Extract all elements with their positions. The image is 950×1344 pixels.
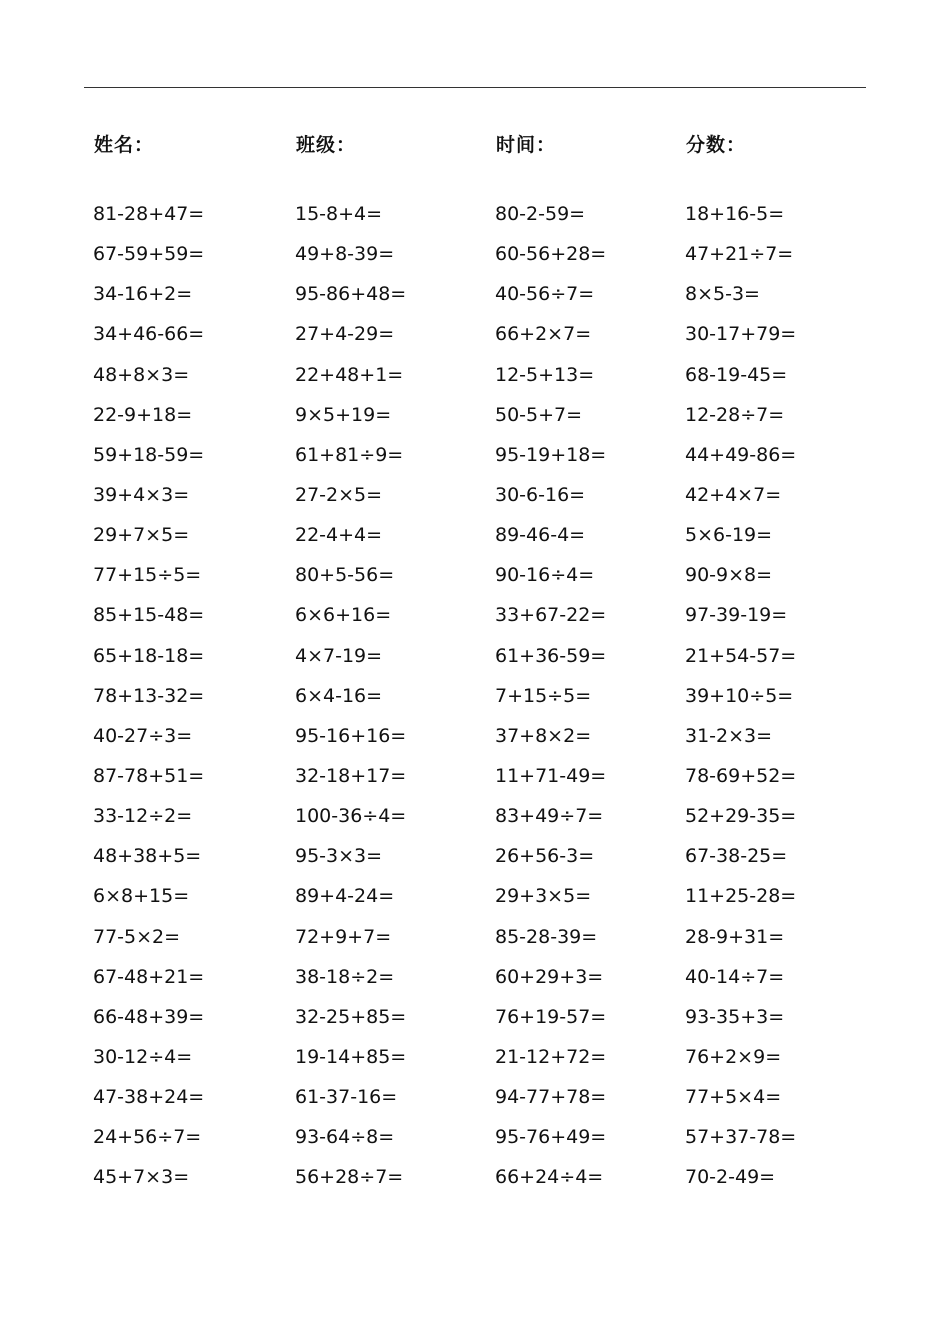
math-problem: 66-48+39= [93,1005,205,1028]
math-problem: 76+2×9= [685,1045,782,1068]
math-problem: 93-64÷8= [295,1126,395,1149]
math-problem: 83+49÷7= [495,805,604,828]
math-problem: 30-17+79= [685,323,797,346]
math-problem: 40-27÷3= [93,724,193,747]
math-problem: 57+37-78= [685,1126,797,1149]
math-problem: 81-28+47= [93,203,205,225]
math-problem: 30-12÷4= [93,1045,193,1068]
math-problem: 52+29-35= [685,805,797,828]
math-problem: 67-48+21= [93,965,205,988]
math-problem: 6×4-16= [295,684,383,707]
math-problem: 18+16-5= [685,203,785,225]
math-problem: 78+13-32= [93,684,205,707]
top-rule [84,87,866,88]
math-problem: 48+8×3= [93,363,190,386]
math-problem: 26+56-3= [495,845,595,868]
math-problem: 48+38+5= [93,845,202,868]
math-problem: 93-35+3= [685,1005,785,1028]
math-problem: 40-56÷7= [495,283,595,306]
math-problem: 39+10÷5= [685,684,794,707]
math-problem: 78-69+52= [685,764,797,787]
math-problem: 67-59+59= [93,243,205,266]
math-problem: 33+67-22= [495,604,607,627]
math-problem: 31-2×3= [685,724,773,747]
math-problem: 90-16÷4= [495,564,595,587]
math-problem: 11+25-28= [685,885,797,908]
problem-column-4 [685,200,796,1204]
math-problem: 49+8-39= [295,243,395,266]
math-problem: 29+3×5= [495,885,592,908]
math-problem: 67-38-25= [685,845,788,868]
math-problem: 68-19-45= [685,363,788,386]
math-problem: 95-86+48= [295,283,407,306]
problem-column-1 [93,200,204,1204]
math-problem: 87-78+51= [93,764,205,787]
time-label: 时间： [496,134,557,156]
name-label: 姓名： [94,134,155,156]
math-problem: 44+49-86= [685,443,797,466]
math-problem: 4×7-19= [295,644,383,667]
problem-column-3 [495,200,606,1204]
math-problem: 89+4-24= [295,885,395,908]
math-problem: 77-5×2= [93,925,181,948]
math-problem: 60-56+28= [495,243,607,266]
math-problem: 34+46-66= [93,323,205,346]
math-problem: 22+48+1= [295,363,404,386]
math-problem: 76+19-57= [495,1005,607,1028]
math-problem: 6×8+15= [93,885,190,908]
problem-column-2 [295,200,406,1204]
math-problem: 85-28-39= [495,925,598,948]
math-problem: 8×5-3= [685,283,760,306]
math-problem: 56+28÷7= [295,1166,404,1189]
math-problem: 37+8×2= [495,724,592,747]
class-label: 班级： [296,134,357,156]
math-problem: 39+4×3= [93,483,190,506]
math-problem: 27+4-29= [295,323,395,346]
math-problem: 12-28÷7= [685,403,785,426]
math-problem: 33-12÷2= [93,805,193,828]
math-problem: 95-3×3= [295,845,383,868]
math-problem: 72+9+7= [295,925,392,948]
math-problem: 89-46-4= [495,524,586,547]
score-label: 分数： [686,134,747,156]
math-problem: 97-39-19= [685,604,788,627]
math-problem: 27-2×5= [295,483,383,506]
math-problem: 90-9×8= [685,564,773,587]
math-problem: 47-38+24= [93,1086,205,1109]
math-problem: 6×6+16= [295,604,392,627]
math-problem: 66+24÷4= [495,1166,604,1189]
math-problem: 42+4×7= [685,483,782,506]
math-problem: 9×5+19= [295,403,392,426]
math-problem: 95-16+16= [295,724,407,747]
math-problem: 22-9+18= [93,403,193,426]
math-problem: 21-12+72= [495,1045,607,1068]
math-problem: 94-77+78= [495,1086,607,1109]
math-problem: 12-5+13= [495,363,595,386]
math-problem: 100-36÷4= [295,805,407,828]
math-problem: 24+56÷7= [93,1126,202,1149]
math-problem: 47+21÷7= [685,243,794,266]
math-problem: 45+7×3= [93,1166,190,1189]
math-problem: 80+5-56= [295,564,395,587]
math-problem: 28-9+31= [685,925,785,948]
math-problem: 61+36-59= [495,644,607,667]
math-problem: 29+7×5= [93,524,190,547]
math-problem: 60+29+3= [495,965,604,988]
math-problem: 40-14÷7= [685,965,785,988]
math-problem: 15-8+4= [295,203,383,225]
math-problem: 80-2-59= [495,203,586,225]
math-problem: 38-18÷2= [295,965,395,988]
math-problem: 11+71-49= [495,764,607,787]
math-problem: 30-6-16= [495,483,586,506]
math-problem: 70-2-49= [685,1166,776,1189]
math-problem: 21+54-57= [685,644,797,667]
math-problem: 95-76+49= [495,1126,607,1149]
math-problem: 59+18-59= [93,443,205,466]
math-problem: 32-25+85= [295,1005,407,1028]
math-problem: 95-19+18= [495,443,607,466]
math-problem: 34-16+2= [93,283,193,306]
math-problem: 77+5×4= [685,1086,782,1109]
math-problem: 85+15-48= [93,604,205,627]
math-problem: 61+81÷9= [295,443,404,466]
math-problem: 77+15÷5= [93,564,202,587]
math-problem: 32-18+17= [295,764,407,787]
math-problem: 5×6-19= [685,524,773,547]
math-problem: 65+18-18= [93,644,205,667]
math-problem: 22-4+4= [295,524,383,547]
math-problem: 19-14+85= [295,1045,407,1068]
math-problem: 61-37-16= [295,1086,398,1109]
math-problem: 7+15÷5= [495,684,592,707]
math-problem: 50-5+7= [495,403,583,426]
math-problem: 66+2×7= [495,323,592,346]
